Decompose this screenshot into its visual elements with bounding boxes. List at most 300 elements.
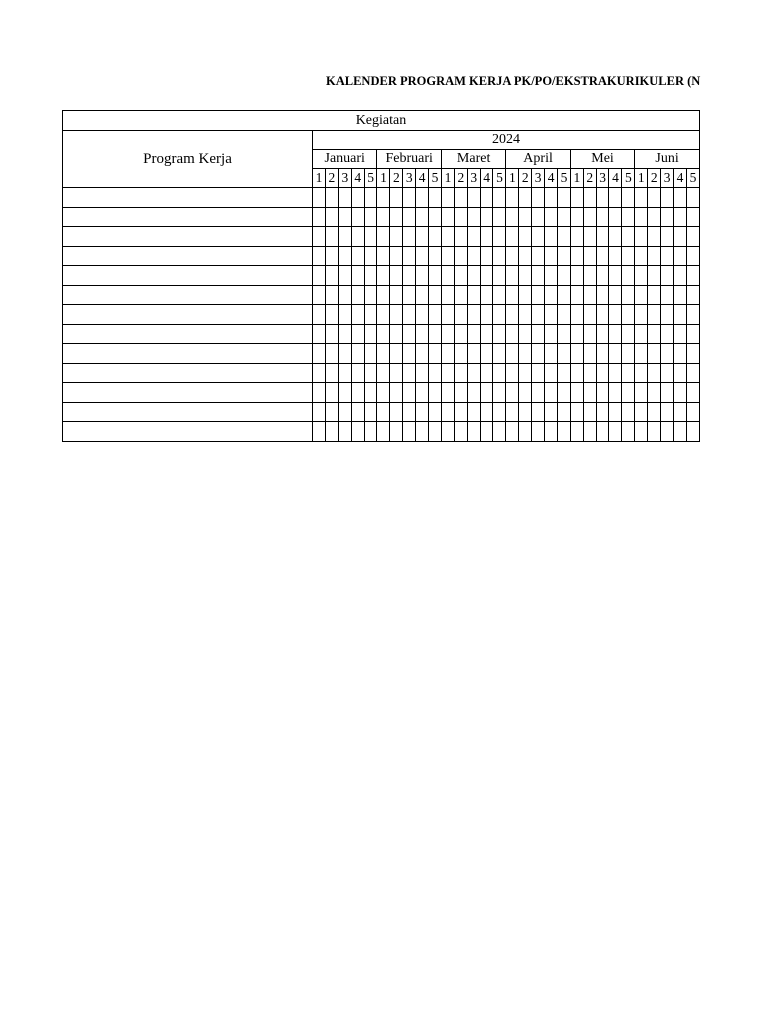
week-cell[interactable] (338, 422, 351, 442)
week-cell[interactable] (532, 402, 545, 422)
week-cell[interactable] (441, 266, 454, 286)
week-cell[interactable] (583, 324, 596, 344)
week-cell[interactable] (506, 188, 519, 208)
week-cell[interactable] (519, 324, 532, 344)
week-cell[interactable] (570, 324, 583, 344)
week-cell[interactable] (506, 363, 519, 383)
week-cell[interactable] (661, 383, 674, 403)
week-cell[interactable] (661, 344, 674, 364)
week-cell[interactable] (506, 383, 519, 403)
week-cell[interactable] (661, 402, 674, 422)
week-cell[interactable] (596, 188, 609, 208)
week-cell[interactable] (454, 188, 467, 208)
week-cell[interactable] (635, 227, 648, 247)
week-cell[interactable] (661, 324, 674, 344)
week-cell[interactable] (403, 383, 416, 403)
week-cell[interactable] (429, 363, 442, 383)
week-cell[interactable] (467, 305, 480, 325)
week-cell[interactable] (557, 285, 570, 305)
week-cell[interactable] (313, 324, 326, 344)
week-cell[interactable] (313, 285, 326, 305)
week-cell[interactable] (441, 402, 454, 422)
week-cell[interactable] (364, 305, 377, 325)
week-cell[interactable] (493, 344, 506, 364)
week-cell[interactable] (416, 363, 429, 383)
week-cell[interactable] (429, 344, 442, 364)
week-cell[interactable] (351, 383, 364, 403)
week-cell[interactable] (351, 363, 364, 383)
program-kerja-cell[interactable] (63, 266, 313, 286)
week-cell[interactable] (364, 285, 377, 305)
week-cell[interactable] (429, 266, 442, 286)
week-cell[interactable] (673, 363, 686, 383)
program-kerja-cell[interactable] (63, 402, 313, 422)
week-cell[interactable] (622, 188, 635, 208)
week-cell[interactable] (596, 383, 609, 403)
week-cell[interactable] (519, 188, 532, 208)
week-cell[interactable] (325, 246, 338, 266)
week-cell[interactable] (351, 422, 364, 442)
week-cell[interactable] (506, 402, 519, 422)
week-cell[interactable] (493, 324, 506, 344)
week-cell[interactable] (583, 305, 596, 325)
week-cell[interactable] (493, 285, 506, 305)
week-cell[interactable] (506, 344, 519, 364)
week-cell[interactable] (506, 246, 519, 266)
week-cell[interactable] (557, 402, 570, 422)
week-cell[interactable] (622, 363, 635, 383)
week-cell[interactable] (519, 363, 532, 383)
program-kerja-cell[interactable] (63, 422, 313, 442)
week-cell[interactable] (622, 422, 635, 442)
week-cell[interactable] (351, 402, 364, 422)
week-cell[interactable] (648, 285, 661, 305)
week-cell[interactable] (338, 305, 351, 325)
week-cell[interactable] (313, 188, 326, 208)
week-cell[interactable] (480, 305, 493, 325)
week-cell[interactable] (519, 402, 532, 422)
week-cell[interactable] (377, 266, 390, 286)
week-cell[interactable] (609, 285, 622, 305)
week-cell[interactable] (313, 344, 326, 364)
week-cell[interactable] (377, 383, 390, 403)
week-cell[interactable] (686, 422, 699, 442)
week-cell[interactable] (467, 227, 480, 247)
week-cell[interactable] (609, 207, 622, 227)
week-cell[interactable] (635, 207, 648, 227)
week-cell[interactable] (313, 363, 326, 383)
week-cell[interactable] (313, 266, 326, 286)
week-cell[interactable] (364, 422, 377, 442)
week-cell[interactable] (570, 188, 583, 208)
week-cell[interactable] (557, 324, 570, 344)
program-kerja-cell[interactable] (63, 363, 313, 383)
week-cell[interactable] (325, 383, 338, 403)
week-cell[interactable] (338, 344, 351, 364)
week-cell[interactable] (377, 324, 390, 344)
week-cell[interactable] (532, 246, 545, 266)
week-cell[interactable] (403, 188, 416, 208)
week-cell[interactable] (454, 227, 467, 247)
week-cell[interactable] (545, 266, 558, 286)
week-cell[interactable] (506, 324, 519, 344)
week-cell[interactable] (648, 266, 661, 286)
week-cell[interactable] (429, 305, 442, 325)
week-cell[interactable] (429, 402, 442, 422)
week-cell[interactable] (338, 363, 351, 383)
week-cell[interactable] (635, 402, 648, 422)
week-cell[interactable] (377, 363, 390, 383)
week-cell[interactable] (416, 383, 429, 403)
week-cell[interactable] (325, 207, 338, 227)
week-cell[interactable] (377, 285, 390, 305)
week-cell[interactable] (596, 324, 609, 344)
week-cell[interactable] (545, 402, 558, 422)
week-cell[interactable] (325, 188, 338, 208)
week-cell[interactable] (325, 402, 338, 422)
week-cell[interactable] (403, 363, 416, 383)
week-cell[interactable] (596, 422, 609, 442)
week-cell[interactable] (570, 207, 583, 227)
week-cell[interactable] (325, 266, 338, 286)
week-cell[interactable] (416, 227, 429, 247)
week-cell[interactable] (325, 227, 338, 247)
week-cell[interactable] (545, 188, 558, 208)
week-cell[interactable] (661, 363, 674, 383)
week-cell[interactable] (532, 324, 545, 344)
week-cell[interactable] (454, 324, 467, 344)
week-cell[interactable] (532, 344, 545, 364)
week-cell[interactable] (673, 344, 686, 364)
week-cell[interactable] (364, 266, 377, 286)
week-cell[interactable] (390, 363, 403, 383)
week-cell[interactable] (673, 402, 686, 422)
week-cell[interactable] (519, 383, 532, 403)
week-cell[interactable] (635, 383, 648, 403)
week-cell[interactable] (570, 383, 583, 403)
week-cell[interactable] (377, 402, 390, 422)
week-cell[interactable] (403, 344, 416, 364)
week-cell[interactable] (648, 324, 661, 344)
week-cell[interactable] (635, 305, 648, 325)
week-cell[interactable] (390, 324, 403, 344)
week-cell[interactable] (429, 383, 442, 403)
week-cell[interactable] (454, 246, 467, 266)
week-cell[interactable] (506, 227, 519, 247)
week-cell[interactable] (673, 305, 686, 325)
week-cell[interactable] (609, 344, 622, 364)
week-cell[interactable] (609, 227, 622, 247)
week-cell[interactable] (480, 324, 493, 344)
week-cell[interactable] (532, 422, 545, 442)
week-cell[interactable] (622, 383, 635, 403)
week-cell[interactable] (467, 422, 480, 442)
week-cell[interactable] (338, 402, 351, 422)
week-cell[interactable] (557, 422, 570, 442)
week-cell[interactable] (622, 266, 635, 286)
week-cell[interactable] (338, 207, 351, 227)
week-cell[interactable] (557, 227, 570, 247)
week-cell[interactable] (532, 227, 545, 247)
week-cell[interactable] (313, 402, 326, 422)
week-cell[interactable] (429, 422, 442, 442)
week-cell[interactable] (467, 383, 480, 403)
week-cell[interactable] (480, 383, 493, 403)
week-cell[interactable] (583, 344, 596, 364)
week-cell[interactable] (416, 285, 429, 305)
week-cell[interactable] (673, 266, 686, 286)
week-cell[interactable] (545, 344, 558, 364)
week-cell[interactable] (635, 285, 648, 305)
week-cell[interactable] (377, 246, 390, 266)
week-cell[interactable] (390, 305, 403, 325)
week-cell[interactable] (429, 246, 442, 266)
week-cell[interactable] (661, 266, 674, 286)
week-cell[interactable] (609, 188, 622, 208)
week-cell[interactable] (583, 383, 596, 403)
week-cell[interactable] (519, 207, 532, 227)
week-cell[interactable] (557, 207, 570, 227)
week-cell[interactable] (673, 227, 686, 247)
week-cell[interactable] (403, 305, 416, 325)
week-cell[interactable] (390, 246, 403, 266)
week-cell[interactable] (609, 324, 622, 344)
week-cell[interactable] (416, 188, 429, 208)
week-cell[interactable] (338, 266, 351, 286)
week-cell[interactable] (390, 266, 403, 286)
week-cell[interactable] (493, 266, 506, 286)
week-cell[interactable] (364, 227, 377, 247)
week-cell[interactable] (493, 246, 506, 266)
week-cell[interactable] (673, 188, 686, 208)
week-cell[interactable] (557, 344, 570, 364)
week-cell[interactable] (325, 324, 338, 344)
week-cell[interactable] (416, 344, 429, 364)
week-cell[interactable] (325, 422, 338, 442)
week-cell[interactable] (545, 363, 558, 383)
program-kerja-cell[interactable] (63, 227, 313, 247)
week-cell[interactable] (429, 188, 442, 208)
week-cell[interactable] (583, 207, 596, 227)
week-cell[interactable] (480, 285, 493, 305)
program-kerja-cell[interactable] (63, 246, 313, 266)
week-cell[interactable] (364, 188, 377, 208)
week-cell[interactable] (609, 246, 622, 266)
week-cell[interactable] (596, 402, 609, 422)
week-cell[interactable] (403, 324, 416, 344)
week-cell[interactable] (403, 402, 416, 422)
week-cell[interactable] (570, 422, 583, 442)
week-cell[interactable] (441, 344, 454, 364)
week-cell[interactable] (403, 207, 416, 227)
week-cell[interactable] (454, 207, 467, 227)
week-cell[interactable] (377, 305, 390, 325)
week-cell[interactable] (596, 285, 609, 305)
week-cell[interactable] (351, 324, 364, 344)
week-cell[interactable] (583, 227, 596, 247)
week-cell[interactable] (609, 266, 622, 286)
week-cell[interactable] (351, 266, 364, 286)
week-cell[interactable] (686, 383, 699, 403)
week-cell[interactable] (390, 383, 403, 403)
week-cell[interactable] (390, 344, 403, 364)
program-kerja-cell[interactable] (63, 383, 313, 403)
week-cell[interactable] (661, 422, 674, 442)
week-cell[interactable] (506, 305, 519, 325)
week-cell[interactable] (622, 207, 635, 227)
week-cell[interactable] (635, 266, 648, 286)
week-cell[interactable] (364, 344, 377, 364)
week-cell[interactable] (532, 285, 545, 305)
week-cell[interactable] (351, 227, 364, 247)
week-cell[interactable] (545, 285, 558, 305)
week-cell[interactable] (648, 207, 661, 227)
week-cell[interactable] (519, 344, 532, 364)
week-cell[interactable] (532, 363, 545, 383)
week-cell[interactable] (325, 363, 338, 383)
week-cell[interactable] (467, 402, 480, 422)
week-cell[interactable] (467, 363, 480, 383)
week-cell[interactable] (648, 188, 661, 208)
week-cell[interactable] (377, 207, 390, 227)
week-cell[interactable] (416, 246, 429, 266)
week-cell[interactable] (338, 383, 351, 403)
week-cell[interactable] (390, 285, 403, 305)
week-cell[interactable] (686, 227, 699, 247)
week-cell[interactable] (441, 383, 454, 403)
week-cell[interactable] (351, 188, 364, 208)
week-cell[interactable] (648, 402, 661, 422)
week-cell[interactable] (673, 422, 686, 442)
week-cell[interactable] (686, 344, 699, 364)
week-cell[interactable] (441, 305, 454, 325)
week-cell[interactable] (351, 246, 364, 266)
week-cell[interactable] (686, 285, 699, 305)
week-cell[interactable] (570, 285, 583, 305)
week-cell[interactable] (609, 363, 622, 383)
week-cell[interactable] (506, 266, 519, 286)
program-kerja-cell[interactable] (63, 188, 313, 208)
week-cell[interactable] (377, 188, 390, 208)
week-cell[interactable] (454, 305, 467, 325)
week-cell[interactable] (480, 422, 493, 442)
week-cell[interactable] (480, 246, 493, 266)
week-cell[interactable] (661, 246, 674, 266)
week-cell[interactable] (480, 227, 493, 247)
program-kerja-cell[interactable] (63, 207, 313, 227)
week-cell[interactable] (493, 363, 506, 383)
week-cell[interactable] (519, 422, 532, 442)
week-cell[interactable] (686, 363, 699, 383)
week-cell[interactable] (519, 227, 532, 247)
week-cell[interactable] (338, 246, 351, 266)
week-cell[interactable] (519, 246, 532, 266)
week-cell[interactable] (454, 344, 467, 364)
week-cell[interactable] (441, 324, 454, 344)
week-cell[interactable] (506, 207, 519, 227)
week-cell[interactable] (441, 363, 454, 383)
week-cell[interactable] (480, 363, 493, 383)
week-cell[interactable] (622, 227, 635, 247)
week-cell[interactable] (609, 383, 622, 403)
week-cell[interactable] (583, 422, 596, 442)
week-cell[interactable] (377, 422, 390, 442)
week-cell[interactable] (545, 305, 558, 325)
week-cell[interactable] (325, 305, 338, 325)
week-cell[interactable] (545, 207, 558, 227)
program-kerja-cell[interactable] (63, 305, 313, 325)
week-cell[interactable] (648, 305, 661, 325)
week-cell[interactable] (364, 383, 377, 403)
week-cell[interactable] (403, 246, 416, 266)
week-cell[interactable] (480, 344, 493, 364)
week-cell[interactable] (454, 266, 467, 286)
program-kerja-cell[interactable] (63, 344, 313, 364)
week-cell[interactable] (325, 285, 338, 305)
week-cell[interactable] (596, 207, 609, 227)
week-cell[interactable] (416, 207, 429, 227)
week-cell[interactable] (377, 344, 390, 364)
week-cell[interactable] (416, 402, 429, 422)
week-cell[interactable] (622, 246, 635, 266)
week-cell[interactable] (648, 422, 661, 442)
week-cell[interactable] (570, 305, 583, 325)
week-cell[interactable] (570, 363, 583, 383)
week-cell[interactable] (351, 305, 364, 325)
week-cell[interactable] (467, 246, 480, 266)
week-cell[interactable] (390, 188, 403, 208)
week-cell[interactable] (609, 422, 622, 442)
week-cell[interactable] (661, 305, 674, 325)
week-cell[interactable] (686, 266, 699, 286)
week-cell[interactable] (635, 422, 648, 442)
week-cell[interactable] (545, 324, 558, 344)
week-cell[interactable] (493, 188, 506, 208)
week-cell[interactable] (532, 188, 545, 208)
week-cell[interactable] (493, 207, 506, 227)
week-cell[interactable] (635, 363, 648, 383)
week-cell[interactable] (364, 324, 377, 344)
week-cell[interactable] (673, 246, 686, 266)
week-cell[interactable] (570, 402, 583, 422)
week-cell[interactable] (622, 324, 635, 344)
week-cell[interactable] (506, 285, 519, 305)
week-cell[interactable] (596, 363, 609, 383)
week-cell[interactable] (416, 324, 429, 344)
week-cell[interactable] (622, 402, 635, 422)
week-cell[interactable] (390, 227, 403, 247)
week-cell[interactable] (661, 188, 674, 208)
week-cell[interactable] (313, 383, 326, 403)
week-cell[interactable] (454, 402, 467, 422)
week-cell[interactable] (351, 285, 364, 305)
week-cell[interactable] (686, 207, 699, 227)
week-cell[interactable] (403, 266, 416, 286)
week-cell[interactable] (441, 207, 454, 227)
week-cell[interactable] (313, 422, 326, 442)
week-cell[interactable] (557, 363, 570, 383)
week-cell[interactable] (519, 285, 532, 305)
week-cell[interactable] (364, 207, 377, 227)
week-cell[interactable] (429, 324, 442, 344)
week-cell[interactable] (338, 285, 351, 305)
week-cell[interactable] (635, 188, 648, 208)
week-cell[interactable] (686, 324, 699, 344)
week-cell[interactable] (532, 207, 545, 227)
week-cell[interactable] (596, 246, 609, 266)
week-cell[interactable] (390, 207, 403, 227)
week-cell[interactable] (570, 246, 583, 266)
